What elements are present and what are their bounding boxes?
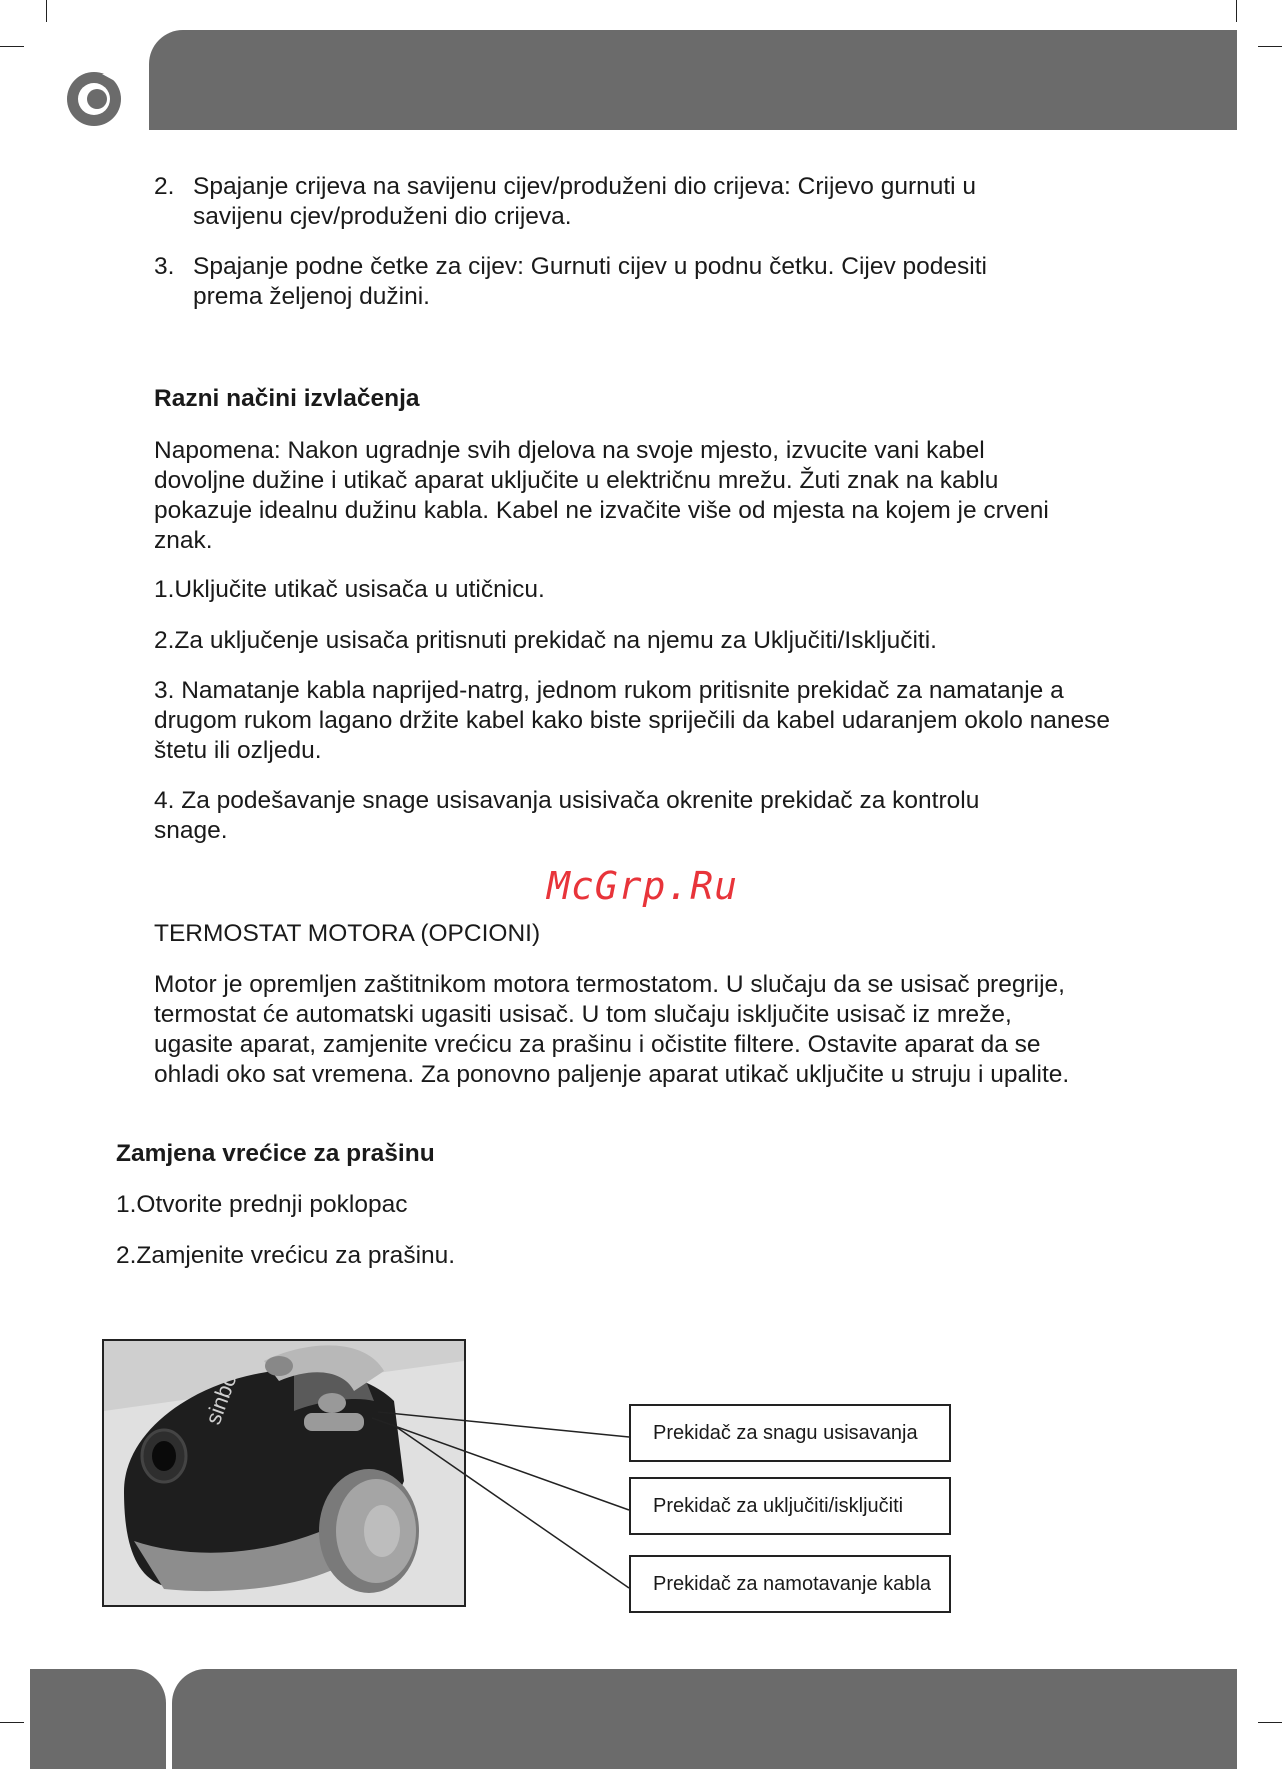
- list-item: 3. Namatanje kabla naprijed-natrg, jednom rukom pritisnite prekidač za namatanje a drugom rukom lagano držite kabel kako biste spriječili da kabel udaranjem okolo nanese štetu ili ozljedu.: [154, 677, 1111, 764]
- thermostat-paragraph: Motor je opremljen zaštitnikom motora termostatom. U slučaju da se usisač pregrije, termostat će automatski ugasiti usisač. U tom slučaju isključite usisač iz mreže, ugasite aparat, zamjenite vrećicu za prašinu i očistite filtere. Ostavite aparat da se ohladi oko sat vremena. Za ponovno paljenje aparat utikač uključite u struju i upalite.: [154, 971, 1070, 1088]
- section-heading: TERMOSTAT MOTORA (OPCIONI): [154, 920, 541, 947]
- list-item: 4. Za podešavanje snage usisavanja usisivača okrenite prekidač za kontrolu snage.: [154, 787, 980, 844]
- list-item: 1.Otvorite prednji poklopac: [116, 1191, 408, 1218]
- section-heading: Razni načini izvlačenja: [154, 385, 420, 412]
- list-number: 3.: [154, 253, 175, 280]
- callout-cord-rewind-switch: Prekidač za namotavanje kabla: [629, 1555, 951, 1613]
- list-text: Spajanje crijeva na savijenu cijev/produženi dio crijeva: Crijevo gurnuti u savijenu cjev/produženi dio crijeva.: [193, 173, 977, 230]
- note-paragraph: Napomena: Nakon ugradnje svih djelova na svoje mjesto, izvucite vani kabel dovoljne dužine i utikač aparat uključite u električnu mrežu. Žuti znak na kablu pokazuje idealnu dužinu kabla. Kabel ne izvačite više od mjesta na kojem je crveni znak.: [154, 437, 1049, 554]
- list-item: 2.Zamjenite vrećicu za prašinu.: [116, 1242, 456, 1269]
- footer-band: [172, 1669, 1237, 1769]
- footer-page-tab: [30, 1669, 166, 1769]
- list-item: 2.Za uključenje usisača pritisnuti prekidač na njemu za Uključiti/Isključiti.: [154, 627, 937, 654]
- callout-on-off-switch: Prekidač za uključiti/isključiti: [629, 1477, 951, 1535]
- list-number: 2.: [154, 173, 175, 200]
- callout-power-switch: Prekidač za snagu usisavanja: [629, 1404, 951, 1462]
- list-item: 1.Uključite utikač usisača u utičnicu.: [154, 576, 545, 603]
- brand-text: sinbo: [200, 1369, 242, 1428]
- section-heading: Zamjena vrećice za prašinu: [116, 1140, 435, 1167]
- watermark: McGrp.Ru: [547, 864, 739, 908]
- list-text: Spajanje podne četke za cijev: Gurnuti cijev u podnu četku. Cijev podesiti prema željenoj dužini.: [193, 253, 987, 310]
